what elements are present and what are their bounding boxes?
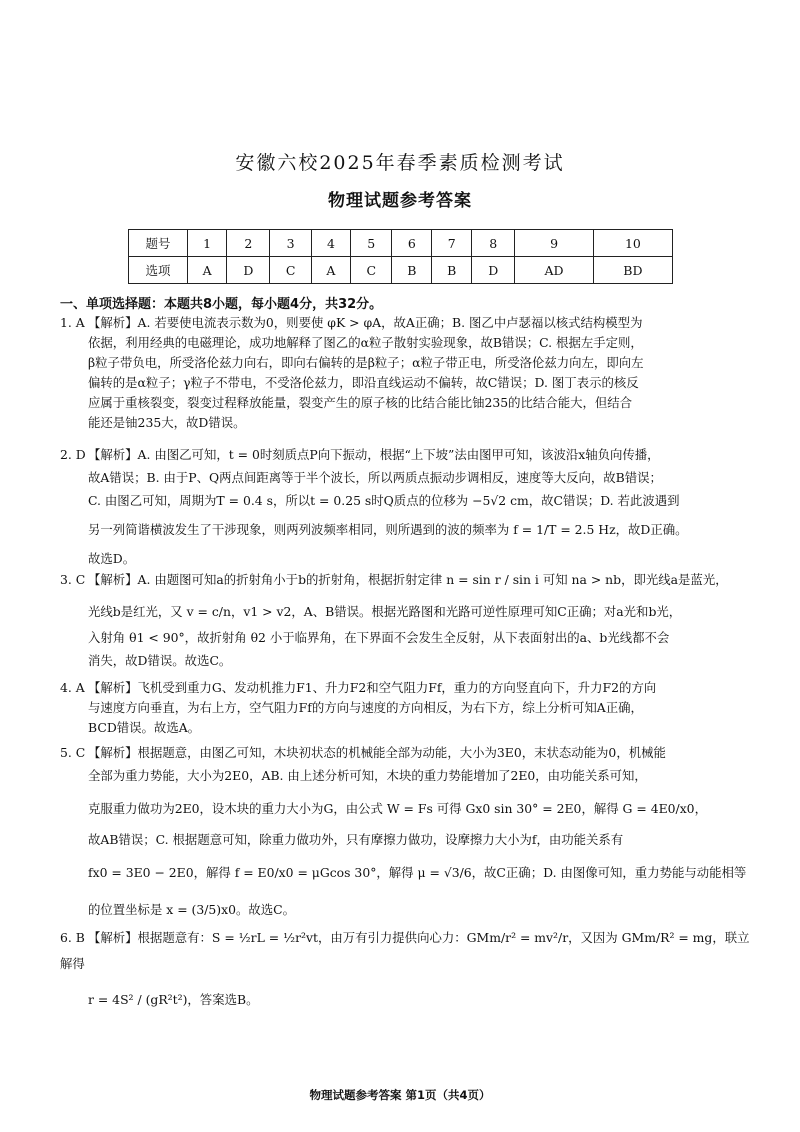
answer-cell: BD <box>593 257 672 284</box>
row-label-answer: 选项 <box>129 257 188 284</box>
explanation-line: 【解析】A. 由图乙可知，t = 0时刻质点P向下振动，根据“上下坡”法由图甲可知，该波沿x轴负向传播， <box>88 447 660 462</box>
question-label: 5. C <box>60 745 86 760</box>
explanation-line: 克服重力做功为2E0，设木块的重力大小为G，由公式 W = Fs 可得 Gx0 sin 30° = 2E0，解得 G = 4E0/x0， <box>88 801 707 816</box>
question-4-explanation <box>60 678 750 738</box>
answer-cell: B <box>432 257 472 284</box>
question-2-explanation <box>60 443 750 570</box>
explanation-line: 的位置坐标是 x = (3/5)x0。故选C。 <box>88 902 296 917</box>
question-label: 6. B <box>60 930 85 945</box>
answer-cell: A <box>188 257 227 284</box>
explanation-line: r = 4S² / (gR²t²)，答案选B。 <box>88 992 259 1007</box>
explanation-line: 【解析】飞机受到重力G、发动机推力F1、升力F2和空气阻力Ff，重力的方向竖直向下，升力F2的方向 <box>88 680 657 695</box>
explanation-line: 【解析】A. 若要使电流表示数为0，则要使 φK > φA，故A正确；B. 图乙中卢瑟福以核式结构模型为 <box>88 315 643 330</box>
answer-cell: C <box>270 257 311 284</box>
question-5-explanation <box>60 741 750 921</box>
explanation-line: 故选D。 <box>88 551 136 566</box>
question-number: 1 <box>188 230 227 257</box>
answer-cell: D <box>472 257 515 284</box>
question-label: 1. A <box>60 315 85 330</box>
explanation-line: 【解析】A. 由题图可知a的折射角小于b的折射角，根据折射定律 n = sin r / sin i 可知 na > nb，即光线a是蓝光， <box>88 572 728 587</box>
answer-table-number-row <box>129 230 673 257</box>
explanation-line: 入射角 θ1 < 90°，故折射角 θ2 小于临界角，在下界面不会发生全反射，从下表面射出的a、b光线都不会 <box>88 630 670 645</box>
explanation-line: 与速度方向垂直，为右上方，空气阻力Ff的方向与速度的方向相反，为右下方，综上分析可知A正确， <box>88 700 643 715</box>
question-1-explanation <box>60 313 750 433</box>
question-number: 5 <box>351 230 392 257</box>
question-3-explanation <box>60 567 750 671</box>
question-6-explanation <box>60 925 750 1013</box>
question-number: 7 <box>432 230 472 257</box>
question-label: 3. C <box>60 572 86 587</box>
question-number: 10 <box>593 230 672 257</box>
explanation-line: 【解析】根据题意有：S = ½rL = ½r²vt，由万有引力提供向心力：GMm/r² = mv²/r，又因为 GMm/R² = mg，联立解得 <box>60 930 750 971</box>
answer-cell: D <box>227 257 270 284</box>
answer-cell: C <box>351 257 392 284</box>
question-number: 4 <box>311 230 350 257</box>
explanation-line: BCD错误。故选A。 <box>88 720 201 735</box>
question-number: 9 <box>515 230 594 257</box>
question-number: 8 <box>472 230 515 257</box>
page-subtitle: 物理试题参考答案 <box>328 191 472 211</box>
answer-table <box>128 229 673 284</box>
explanation-line: 能还是铀235大，故D错误。 <box>88 415 246 430</box>
answer-cell: B <box>392 257 432 284</box>
explanation-line: 光线b是红光，又 v = c/n，v1 > v2，A、B错误。根据光路图和光路可逆性原理可知C正确；对a光和b光， <box>88 604 682 619</box>
question-number: 3 <box>270 230 311 257</box>
explanation-line: 消失，故D错误。故选C。 <box>88 653 232 668</box>
explanation-line: 全部为重力势能，大小为2E0，AB. 由上述分析可知，木块的重力势能增加了2E0，由功能关系可知， <box>88 768 647 783</box>
explanation-line: 故AB错误；C. 根据题意可知，除重力做功外，只有摩擦力做功，设摩擦力大小为f，由功能关系有 <box>88 832 624 847</box>
explanation-line: 应属于重核裂变，裂变过程释放能量，裂变产生的原子核的比结合能比铀235的比结合能大，但结合 <box>88 395 633 410</box>
explanation-line: 偏转的是α粒子；γ粒子不带电，不受洛伦兹力，即沿直线运动不偏转，故C错误；D. 图丁表示的核反 <box>88 375 639 390</box>
question-label: 2. D <box>60 447 86 462</box>
explanation-line: 故A错误；B. 由于P、Q两点间距离等于半个波长，所以两质点振动步调相反，速度等大反向，故B错误； <box>88 470 662 485</box>
explanation-line: 另一列简谐横波发生了干涉现象，则两列波频率相同，则所遇到的波的频率为 f = 1/T = 2.5 Hz，故D正确。 <box>88 522 688 537</box>
answer-table-answer-row <box>129 257 673 284</box>
explanation-line: fx0 = 3E0 − 2E0，解得 f = E0/x0 = μGcos 30°，解得 μ = √3/6，故C正确；D. 由图像可知，重力势能与动能相等 <box>88 865 747 880</box>
question-number: 2 <box>227 230 270 257</box>
question-label: 4. A <box>60 680 85 695</box>
explanation-line: β粒子带负电，所受洛伦兹力向右，即向右偏转的是β粒子；α粒子带正电，所受洛伦兹力向左，即向左 <box>88 355 644 370</box>
page-title: 安徽六校2025年春季素质检测考试 <box>235 152 565 174</box>
question-number: 6 <box>392 230 432 257</box>
explanation-line: C. 由图乙可知，周期为T = 0.4 s，所以t = 0.25 s时Q质点的位移为 −5√2 cm，故C错误；D. 若此波遇到 <box>88 493 680 508</box>
answer-cell: A <box>311 257 350 284</box>
answer-cell: AD <box>515 257 594 284</box>
section-heading: 一、单项选择题：本题共8小题，每小题4分，共32分。 <box>60 297 383 312</box>
explanation-line: 依据，利用经典的电磁理论，成功地解释了图乙的α粒子散射实验现象，故B错误；C. 根据左手定则， <box>88 335 643 350</box>
page-footer: 物理试题参考答案 第1页（共4页） <box>309 1088 491 1102</box>
row-label-number: 题号 <box>129 230 188 257</box>
explanation-line: 【解析】根据题意，由图乙可知，木块初状态的机械能全部为动能，大小为3E0，末状态动能为0，机械能 <box>88 745 666 760</box>
